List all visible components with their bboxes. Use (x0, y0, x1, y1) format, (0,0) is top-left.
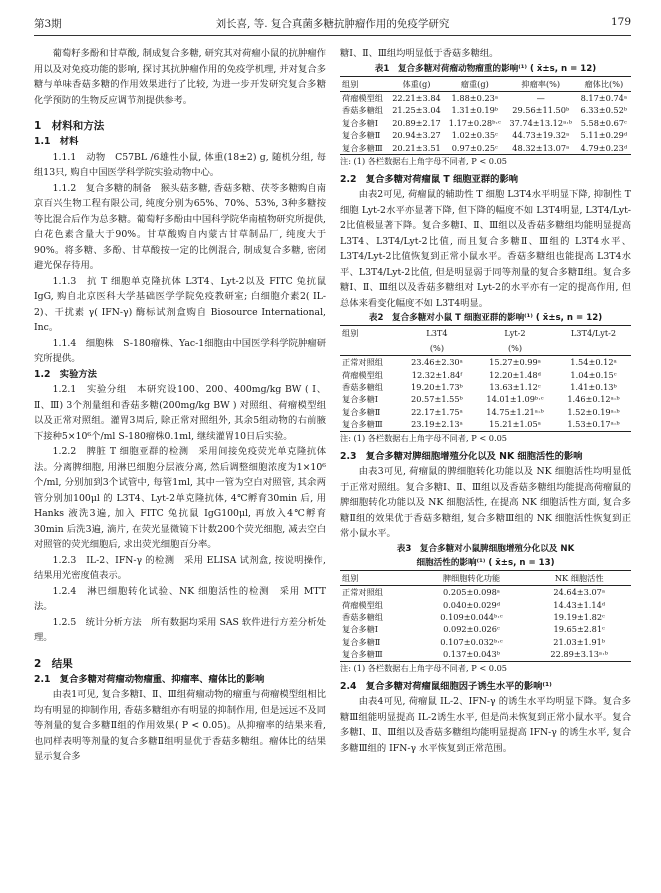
table1-row (340, 117, 631, 129)
table3-cell: 香菇多糖组 (342, 611, 383, 622)
table3-cell: 22.89±3.13ᵃ·ᵇ (527, 648, 631, 661)
table2-cell: 12.32±1.84ᶠ (411, 369, 463, 380)
table1-header-cell: 组别 (340, 76, 388, 91)
table2-cell: 香菇多糖组 (342, 382, 383, 393)
table3-row (340, 611, 631, 623)
table2-cell: 复合多糖Ⅲ (340, 418, 400, 431)
table1-cell: 37.74±13.12ᵃ·ᵇ (509, 117, 573, 128)
section-1-2-title: 1.2 实验方法 (34, 368, 97, 380)
table1-cell: 20.89±2.17 (392, 117, 441, 128)
table2-header-cell: Lyt-2 (474, 326, 556, 341)
table2-cell: 1.54±0.12ᵃ (570, 357, 617, 368)
table3-cell: 荷瘤模型组 (342, 599, 383, 610)
table2-header-cell: 组别 (340, 326, 400, 341)
table1-cell: 1.31±0.19ᵇ (451, 105, 499, 116)
para-1-2-4: 1.2.4 淋巴细胞转化试验、NK 细胞活性的检测 采用 MTT 法。 (34, 585, 326, 612)
table1-cell: 5.58±0.67ᶜ (580, 117, 627, 128)
table3-cell: 21.03±1.91ᵇ (553, 636, 606, 647)
table2-row (340, 356, 631, 369)
table2-unit-cell: (%) (400, 341, 474, 356)
table3-row (340, 648, 631, 661)
intro-paragraph: 葡萄籽多酚和甘草酸, 制成复合多糖, 研究其对荷瘤小鼠的抗肿瘤作用以及对免疫功能的影响, 探讨其抗肿瘤作用的免疫学机理, 并对复合多糖与单味香菇多糖的作用效果进行了比较, 为进一步开发研究复合多糖化学预防的生物反应调节剂提供参考。 (34, 48, 326, 106)
table3-cell: 14.43±1.14ᵈ (553, 599, 606, 610)
table1-note: 注: (1) 各栏数据右上角字母不同者, P < 0.05 (340, 155, 508, 166)
table2-note: 注: (1) 各栏数据右上角字母不同者, P < 0.05 (340, 432, 508, 443)
table3-row (340, 636, 631, 648)
table2-cell: 19.20±1.73ᵇ (411, 382, 463, 393)
section-2-4-title: 2.4 复合多糖对荷瘤鼠细胞因子诱生水平的影响⁽¹⁾ (340, 680, 552, 692)
table3-header-cell: NK 细胞活性 (527, 570, 631, 585)
table1-cell: 5.11±0.29ᵈ (580, 130, 628, 141)
table1-cell: 复合多糖Ⅱ (342, 130, 381, 141)
table2-cell: 复合多糖Ⅱ (342, 406, 381, 417)
table3-cell: 0.107±0.032ᵇ·ᶜ (440, 636, 503, 647)
table1-row (340, 104, 631, 116)
table-2 (340, 325, 631, 431)
table1-cell: 6.33±0.52ᵇ (580, 105, 628, 116)
table2-unit-cell (340, 341, 400, 356)
table3-row (340, 586, 631, 599)
table1-cell: 香菇多糖组 (342, 105, 383, 116)
table1-header-cell: 抑瘤率(%) (505, 76, 577, 91)
table2-cell: 22.17±1.75ᵃ (411, 406, 463, 417)
table3-header-cell: 组别 (340, 570, 416, 585)
table2-cell: 1.41±0.13ᵇ (570, 382, 617, 393)
section-2-2-title: 2.2 复合多糖对荷瘤鼠 T 细胞亚群的影响 (340, 173, 519, 185)
table3-cell: 复合多糖Ⅱ (342, 636, 381, 647)
left-column (34, 46, 326, 765)
page-header (34, 16, 631, 34)
table2-cell: 20.57±1.55ᵇ (411, 394, 463, 405)
table2-row (340, 369, 631, 381)
table2-cell: 15.21±1.05ᵃ (474, 418, 556, 431)
table1-row (340, 91, 631, 104)
table1-cell: 1.88±0.23ᵃ (451, 92, 499, 103)
table2-unit-cell (556, 341, 631, 356)
table2-unit-cell: (%) (474, 341, 556, 356)
table1-header-cell: 体重(g) (388, 76, 444, 91)
table2-cell: 14.01±1.09ᵇ·ᶜ (486, 394, 544, 405)
table3-cell: 0.137±0.043ᵇ (416, 648, 528, 661)
table3-cell: 19.19±1.82ᶜ (553, 611, 605, 622)
table2-header-cell: L3T4/Lyt-2 (556, 326, 631, 341)
table1-cell: 8.17±0.74ᵃ (580, 92, 628, 103)
table1-cell: 复合多糖Ⅰ (342, 117, 378, 128)
table2-cell: 1.52±0.19ᵃ·ᵇ (567, 406, 620, 417)
table1-cell: 22.21±3.84 (392, 92, 441, 103)
para-1-2-3: 1.2.3 IL-2、IFN-γ 的检测 采用 ELISA 试剂盒, 按说明操作, 结果用光密度值表示。 (34, 554, 326, 581)
table2-cell: 12.20±1.48ᵈ (489, 369, 541, 380)
section-2-1-title: 2.1 复合多糖对荷瘤动物瘤重、抑瘤率、瘤体比的影响 (34, 673, 265, 685)
section-1-title: 1 材料和方法 (34, 120, 105, 132)
section-2-title: 2 结果 (34, 657, 73, 670)
table3-cell: 0.092±0.026ᶜ (443, 624, 500, 635)
para-1-1-4: 1.1.4 细胞株 S-180瘤株、Yac-1细胞由中国医学科学院肿瘤研究所提供。 (34, 337, 326, 364)
para-2-3: 由表3可见, 荷瘤鼠的脾细胞转化功能以及 NK 细胞活性均明显低于正常对照组。复合多糖Ⅰ、Ⅱ、Ⅲ组以及香菇多糖组均能提高荷瘤鼠的脾细胞转化功能以及 NK 细胞活性, 在提高 NK 细胞活性方面, 复合多糖Ⅱ组的效果优于香菇多糖组, 复合多糖Ⅲ组的 NK 细胞活性恢复到正常小鼠水平。 (340, 466, 631, 540)
para-2-2: 由表2可见, 荷瘤鼠的辅助性 T 细胞 L3T4水平明显下降, 抑制性 T 细胞 Lyt-2水平亦显著下降, 但下降的幅度不如 L3T4明显, L3T4/Lyt-2比值极显著下降。复合多糖Ⅰ、Ⅱ、Ⅲ组以及香菇多糖组均能明显提高 L3T4、L3T4/Lyt-2比值, 而且复合多糖Ⅱ、Ⅲ组的 L3T4水平、L3T4/Lyt-2比值恢复到正常小鼠水平。香菇多糖组也能提高 L3T4水平、L3T4/Lyt-2比值, 但是明显弱于同等剂量的复合多糖Ⅱ组。复合多糖Ⅰ、Ⅱ、Ⅲ组以及香菇多糖组对 Lyt-2的水平亦有一定的提高作用, 但总体来看变化幅度不如 L3T4明显。 (340, 189, 631, 309)
table2-cell: 1.53±0.17ᵃ·ᵇ (556, 418, 631, 431)
para-1-2-5: 1.2.5 统计分析方法 所有数据均采用 SAS 软件进行方差分析处理。 (34, 616, 326, 643)
continued-text: 糖Ⅰ、Ⅱ、Ⅲ组均明显低于香菇多糖组。 (340, 48, 499, 59)
table-3 (340, 570, 631, 662)
table1-cell: 20.94±3.27 (392, 130, 441, 141)
table3-row (340, 623, 631, 635)
para-1-1-2: 1.1.2 复合多糖的制备 猴头菇多糖, 香菇多糖、茯苓多糖购自南京百兴生物工程有限公司, 纯度分别为65%、70%、53%, 3种多糖按等比混合后作为总多糖。葡萄籽多酚由中国科学院华南植物研究所提供, 白花色素含量大于90%。甘草酸购自内蒙古甘草制品厂, 纯度大于90%。将多糖、多酚、甘草酸按一定的比例混合, 制成复合多糖, 密闭避光保存待用。 (34, 182, 326, 271)
table1-cell: 复合多糖Ⅲ (340, 142, 388, 155)
table1-cell: 44.73±19.32ᵃ (512, 130, 570, 141)
table2-row (340, 406, 631, 418)
table1-cell: 0.97±0.25ᶜ (445, 142, 505, 155)
table3-cell: 正常对照组 (342, 587, 383, 598)
table2-row (340, 381, 631, 393)
issue-label: 第3期 (34, 18, 62, 30)
table1-cell: 20.21±3.51 (388, 142, 444, 155)
section-1-1-title: 1.1 材料 (34, 136, 79, 147)
table3-cell: 0.040±0.029ᵈ (442, 599, 500, 610)
para-1-2-2: 1.2.2 脾脏 T 细胞亚群的检测 采用间接免疫荧光单克隆抗体法。分离脾细胞, 用淋巴细胞分层液分离, 然后调整细胞浓度为1×10⁶个/ml, 分别加到3个试管中, 每管1ml, 其中一管为空白对照管, 其余两管分别加100μl 的 L3T4、Lyt-2单克隆抗体, 4℃孵育30min 后, 用 Hanks 液洗3遍, 加入 FITC 兔抗鼠 IgG100μl, 再放入4℃孵育30min 后洗3遍, 滴片, 在荧光显微镜下计数200个荧光细胞, 减去空白对照管的荧光细胞后, 求出荧光细胞百分率。 (34, 446, 326, 550)
table3-header-cell: 脾细胞转化功能 (416, 570, 528, 585)
table2-cell: 15.27±0.99ᵃ (489, 357, 541, 368)
table1-caption: 表1 复合多糖对荷瘤动物瘤重的影响⁽¹⁾ ( x̄±s, n = 12) (374, 63, 597, 74)
table1-header-cell: 瘤体比(%) (577, 76, 631, 91)
table3-cell: 19.65±2.81ᶜ (553, 624, 605, 635)
para-1-1-1: 1.1.1 动物 C57BL /6雄性小鼠, 体重(18±2) g, 随机分组, 每组13只, 购自中国医学科学院实验动物中心。 (34, 151, 326, 178)
table3-caption-line2: 细胞活性的影响⁽¹⁾ ( x̄±s, n = 13) (416, 557, 555, 568)
table1-header-cell: 瘤重(g) (445, 76, 505, 91)
table3-cell: 0.109±0.044ᵇ·ᶜ (440, 611, 503, 622)
table2-cell: 14.75±1.21ᵃ·ᵇ (486, 406, 544, 417)
table2-cell: 23.46±2.30ᵃ (411, 357, 463, 368)
table3-cell: 复合多糖Ⅰ (342, 624, 378, 635)
table2-cell: 1.04±0.15ᶜ (570, 369, 617, 380)
table2-cell: 正常对照组 (342, 357, 383, 368)
table1-cell: 4.79±0.23ᵈ (577, 142, 631, 155)
table1-row (340, 142, 631, 155)
table2-cell: 23.19±2.13ᵃ (400, 418, 474, 431)
table2-cell: 荷瘤模型组 (342, 369, 383, 380)
table1-cell: 1.02±0.35ᶜ (451, 130, 498, 141)
table3-caption-line1: 表3 复合多糖对小鼠脾细胞增殖分化以及 NK (396, 543, 575, 554)
table3-note: 注: (1) 各栏数据右上角字母不同者, P < 0.05 (340, 662, 508, 673)
table1-cell: 29.56±11.50ᵇ (512, 105, 570, 116)
table3-row (340, 599, 631, 611)
table1-row (340, 129, 631, 141)
table3-cell: 24.64±3.07ᵃ (553, 587, 606, 598)
table2-header-cell: L3T4 (400, 326, 474, 341)
para-2-1: 由表1可见, 复合多糖Ⅰ、Ⅱ、Ⅲ组荷瘤动物的瘤重与荷瘤模型组相比均有明显的抑制作用, 香菇多糖组亦有明显的抑制作用, 但是远远不及同等剂量的复合多糖Ⅱ组的作用效果( P < 0.05)。从抑瘤率的结果来看, 也同样表明等剂量的复合多糖Ⅱ组明显优于香菇多糖组。瘤体比的结果显示复合多 (34, 689, 326, 762)
page-number: 179 (610, 16, 631, 28)
table2-row (340, 418, 631, 431)
table3-cell: 0.205±0.098ᵃ (443, 587, 500, 598)
table3-cell: 复合多糖Ⅲ (340, 648, 416, 661)
table2-cell: 复合多糖Ⅰ (342, 394, 378, 405)
table1-cell: 荷瘤模型组 (342, 92, 383, 103)
table2-caption: 表2 复合多糖对小鼠 T 细胞亚群的影响⁽¹⁾ ( x̄±s, n = 12) (368, 313, 603, 324)
table1-cell: 21.25±3.04 (392, 105, 441, 116)
table2-cell: 1.46±0.12ᵃ·ᵇ (567, 394, 620, 405)
para-1-1-3: 1.1.3 抗 T 细胞单克隆抗体 L3T4、Lyt-2以及 FITC 兔抗鼠 IgG, 购自北京医科大学基础医学学院免疫教研室; 白细胞介素2( IL-2)、干扰素 γ( IFN-γ) 酶标试剂盒购自 Biosource International, Inc。 (34, 275, 326, 333)
table1-cell: — (536, 92, 545, 103)
running-title: 刘长喜, 等. 复合真菌多糖抗肿瘤作用的免疫学研究 (215, 18, 450, 30)
table1-cell: 48.32±13.07ᵃ (505, 142, 577, 155)
table2-row (340, 393, 631, 405)
para-1-2-1: 1.2.1 实验分组 本研究设100、200、400mg/kg BW ( Ⅰ、Ⅱ、Ⅲ) 3个剂量组和香菇多糖(200mg/kg BW ) 对照组、荷瘤模型组以及正常对照组。灌胃3周后, 除正常对照组外, 其余5组动物的右前腋下接种5×10⁶个/ml S-180瘤株0.1ml, 继续灌胃10日后实验。 (34, 384, 326, 442)
table-1 (340, 76, 631, 155)
right-column (340, 46, 631, 756)
table2-cell: 13.63±1.12ᶜ (489, 382, 541, 393)
table1-cell: 1.17±0.28ᵇ·ᶜ (448, 117, 501, 128)
para-2-4: 由表4可见, 荷瘤鼠 IL-2、IFN-γ 的诱生水平均明显下降。复合多糖Ⅲ组能明显提高 IL-2诱生水平, 但是尚未恢复到正常小鼠水平。复合多糖Ⅰ、Ⅱ、Ⅲ组以及香菇多糖组均能明显提高 IFN-γ 的诱生水平, 复合多糖Ⅲ组的 IFN-γ 水平恢复到正常范围。 (340, 696, 631, 754)
section-2-3-title: 2.3 复合多糖对脾细胞增殖分化以及 NK 细胞活性的影响 (340, 450, 583, 462)
header-rule (34, 35, 631, 36)
